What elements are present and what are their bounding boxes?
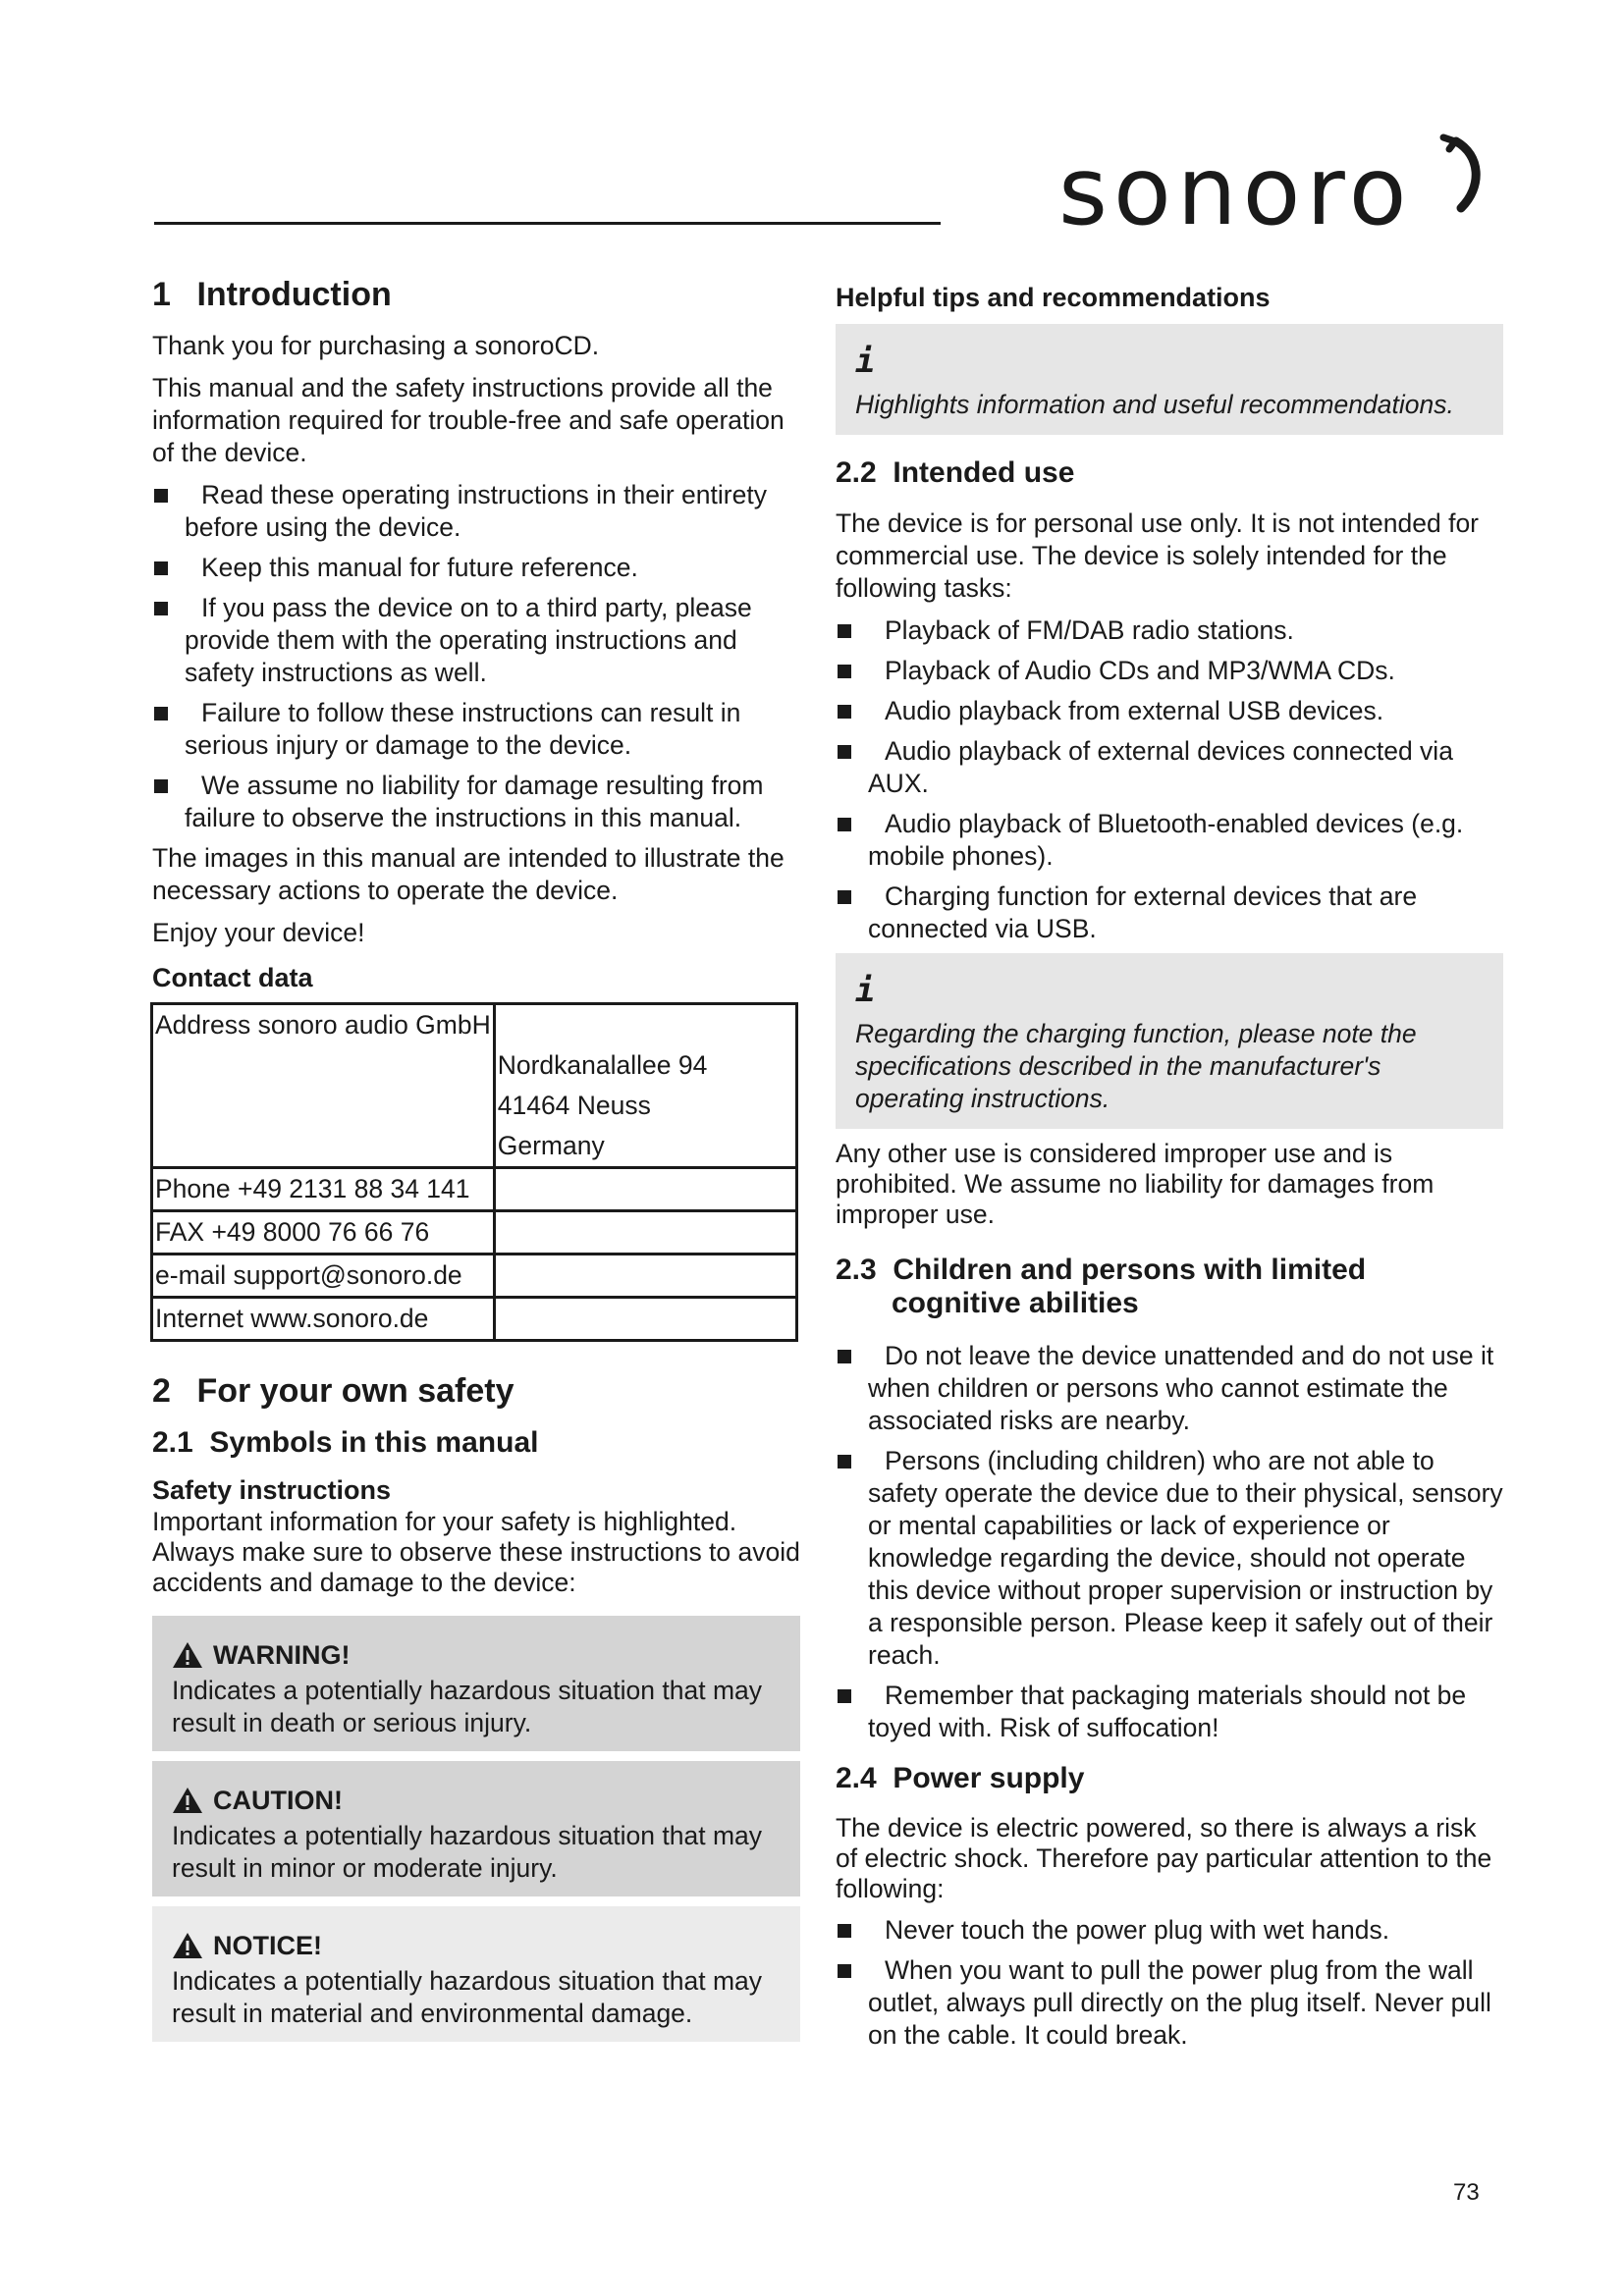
warning-triangle-icon xyxy=(172,1641,203,1669)
address-city: 41464 Neuss xyxy=(497,1091,651,1120)
list-item: Remember that packaging materials should not be toyed with. Risk of suffocation! xyxy=(836,1680,1503,1744)
list-item: Do not leave the device unattended and do not use it when children or persons who cannot estimate the associated risks are nearby. xyxy=(836,1340,1503,1437)
table-row xyxy=(152,1004,797,1168)
warning-title: WARNING! xyxy=(172,1637,781,1673)
safety-instructions-text: Important information for your safety is highlighted. Always make sure to observe these instructions to avoid accidents and damage to the device: xyxy=(152,1507,800,1597)
warning-triangle-icon xyxy=(172,1932,203,1959)
intro-enjoy: Enjoy your device! xyxy=(152,918,365,947)
tips-box xyxy=(836,324,1503,435)
email-cell: e-mail support@sonoro.de xyxy=(152,1255,495,1298)
list-item: Audio playback of Bluetooth-enabled devices (e.g. mobile phones). xyxy=(836,808,1503,873)
tips-heading: Helpful tips and recommendations xyxy=(836,283,1271,312)
contact-table xyxy=(150,1002,798,1342)
warning-triangle-icon xyxy=(172,1787,203,1814)
intended-intro: The device is for personal use only. It is not intended for commercial use. The device is solely intended for the following tasks: xyxy=(836,508,1480,603)
intro-thanks: Thank you for purchasing a sonoroCD. xyxy=(152,331,600,360)
internet-cell: Internet www.sonoro.de xyxy=(152,1298,495,1341)
phone-cell: Phone +49 2131 88 34 141 xyxy=(152,1168,495,1211)
table-row xyxy=(152,1255,797,1298)
power-bullet-list xyxy=(836,1914,1503,2052)
sonoro-logo xyxy=(1058,118,1481,236)
intended-outro: Any other use is considered improper use and is prohibited. We assume no liability for damages from improper use. xyxy=(836,1139,1435,1229)
page-number: 73 xyxy=(1453,2179,1480,2206)
table-row xyxy=(152,1298,797,1341)
table-row xyxy=(152,1168,797,1211)
section-2-heading: 2 For your own safety xyxy=(152,1372,514,1410)
list-item: Charging function for external devices that are connected via USB. xyxy=(836,881,1503,945)
table-row xyxy=(152,1211,797,1255)
info-icon: i xyxy=(855,971,876,1010)
list-item: Playback of Audio CDs and MP3/WMA CDs. xyxy=(836,655,1503,687)
notice-title: NOTICE! xyxy=(172,1928,781,1963)
caution-text: Indicates a potentially hazardous situation that may result in minor or moderate injury. xyxy=(172,1821,763,1883)
logo-text: sonoro xyxy=(1058,136,1413,236)
warning-text: Indicates a potentially hazardous situation that may result in death or serious injury. xyxy=(172,1676,763,1737)
notice-box xyxy=(152,1906,800,2042)
tips-text: Highlights information and useful recommendations. xyxy=(855,390,1454,419)
list-item: Keep this manual for future reference. xyxy=(152,552,800,584)
info-icon: i xyxy=(855,342,876,381)
header-rule xyxy=(154,222,941,225)
fax-cell: FAX +49 8000 76 66 76 xyxy=(152,1211,495,1255)
list-item: Playback of FM/DAB radio stations. xyxy=(836,614,1503,647)
caution-box xyxy=(152,1761,800,1896)
charging-info-box xyxy=(836,953,1503,1129)
intro-images-note: The images in this manual are intended to illustrate the necessary actions to operate the device. xyxy=(152,843,785,905)
address-value-cell xyxy=(494,1004,796,1168)
children-bullet-list xyxy=(836,1340,1503,1744)
address-street: Nordkanalallee 94 xyxy=(497,1050,708,1080)
list-item: Never touch the power plug with wet hands. xyxy=(836,1914,1503,1947)
charging-info-text: Regarding the charging function, please note the specifications described in the manufacturer's operating instructions. xyxy=(855,1019,1417,1113)
power-intro: The device is electric powered, so there is always a risk of electric shock. Therefore pay particular attention to the following: xyxy=(836,1813,1492,1903)
caution-title: CAUTION! xyxy=(172,1783,781,1818)
list-item: Persons (including children) who are not able to safety operate the device due to their physical, sensory or mental capabilities or lack of experience or knowledge regarding the device, should not operate this device without proper supervision or instruction by a responsible person. Please keep it safely out of their reach. xyxy=(836,1445,1503,1672)
notice-text: Indicates a potentially hazardous situation that may result in material and environmental damage. xyxy=(172,1966,763,2028)
section-2-3-heading: 2.3 Children and persons with limited cognitive abilities xyxy=(836,1254,1367,1319)
section-2-4-heading: 2.4 Power supply xyxy=(836,1762,1085,1794)
section-1-heading: 1 Introduction xyxy=(152,276,392,313)
warning-box xyxy=(152,1616,800,1751)
list-item: Failure to follow these instructions can result in serious injury or damage to the device. xyxy=(152,697,800,762)
intended-bullet-list xyxy=(836,614,1503,945)
contact-heading: Contact data xyxy=(152,963,313,992)
list-item: Audio playback from external USB devices. xyxy=(836,695,1503,727)
right-column xyxy=(836,281,1503,2059)
list-item: Read these operating instructions in their entirety before using the device. xyxy=(152,479,800,544)
list-item: When you want to pull the power plug from the wall outlet, always pull directly on the plug itself. Never pull on the cable. It could break. xyxy=(836,1954,1503,2052)
intro-paragraph: This manual and the safety instructions provide all the information required for trouble-free and safe operation of the device. xyxy=(152,373,785,467)
address-country: Germany xyxy=(497,1131,605,1160)
section-2-1-heading: 2.1 Symbols in this manual xyxy=(152,1426,539,1459)
intro-bullet-list xyxy=(152,479,800,834)
list-item: If you pass the device on to a third party, please provide them with the operating instructions and safety instructions as well. xyxy=(152,592,800,689)
address-label-cell: Address sonoro audio GmbH xyxy=(152,1004,495,1168)
list-item: Audio playback of external devices connected via AUX. xyxy=(836,735,1503,800)
section-2-2-heading: 2.2 Intended use xyxy=(836,456,1075,489)
left-column xyxy=(152,275,800,2052)
list-item: We assume no liability for damage resulting from failure to observe the instructions in this manual. xyxy=(152,770,800,834)
safety-instructions-heading: Safety instructions xyxy=(152,1475,392,1505)
